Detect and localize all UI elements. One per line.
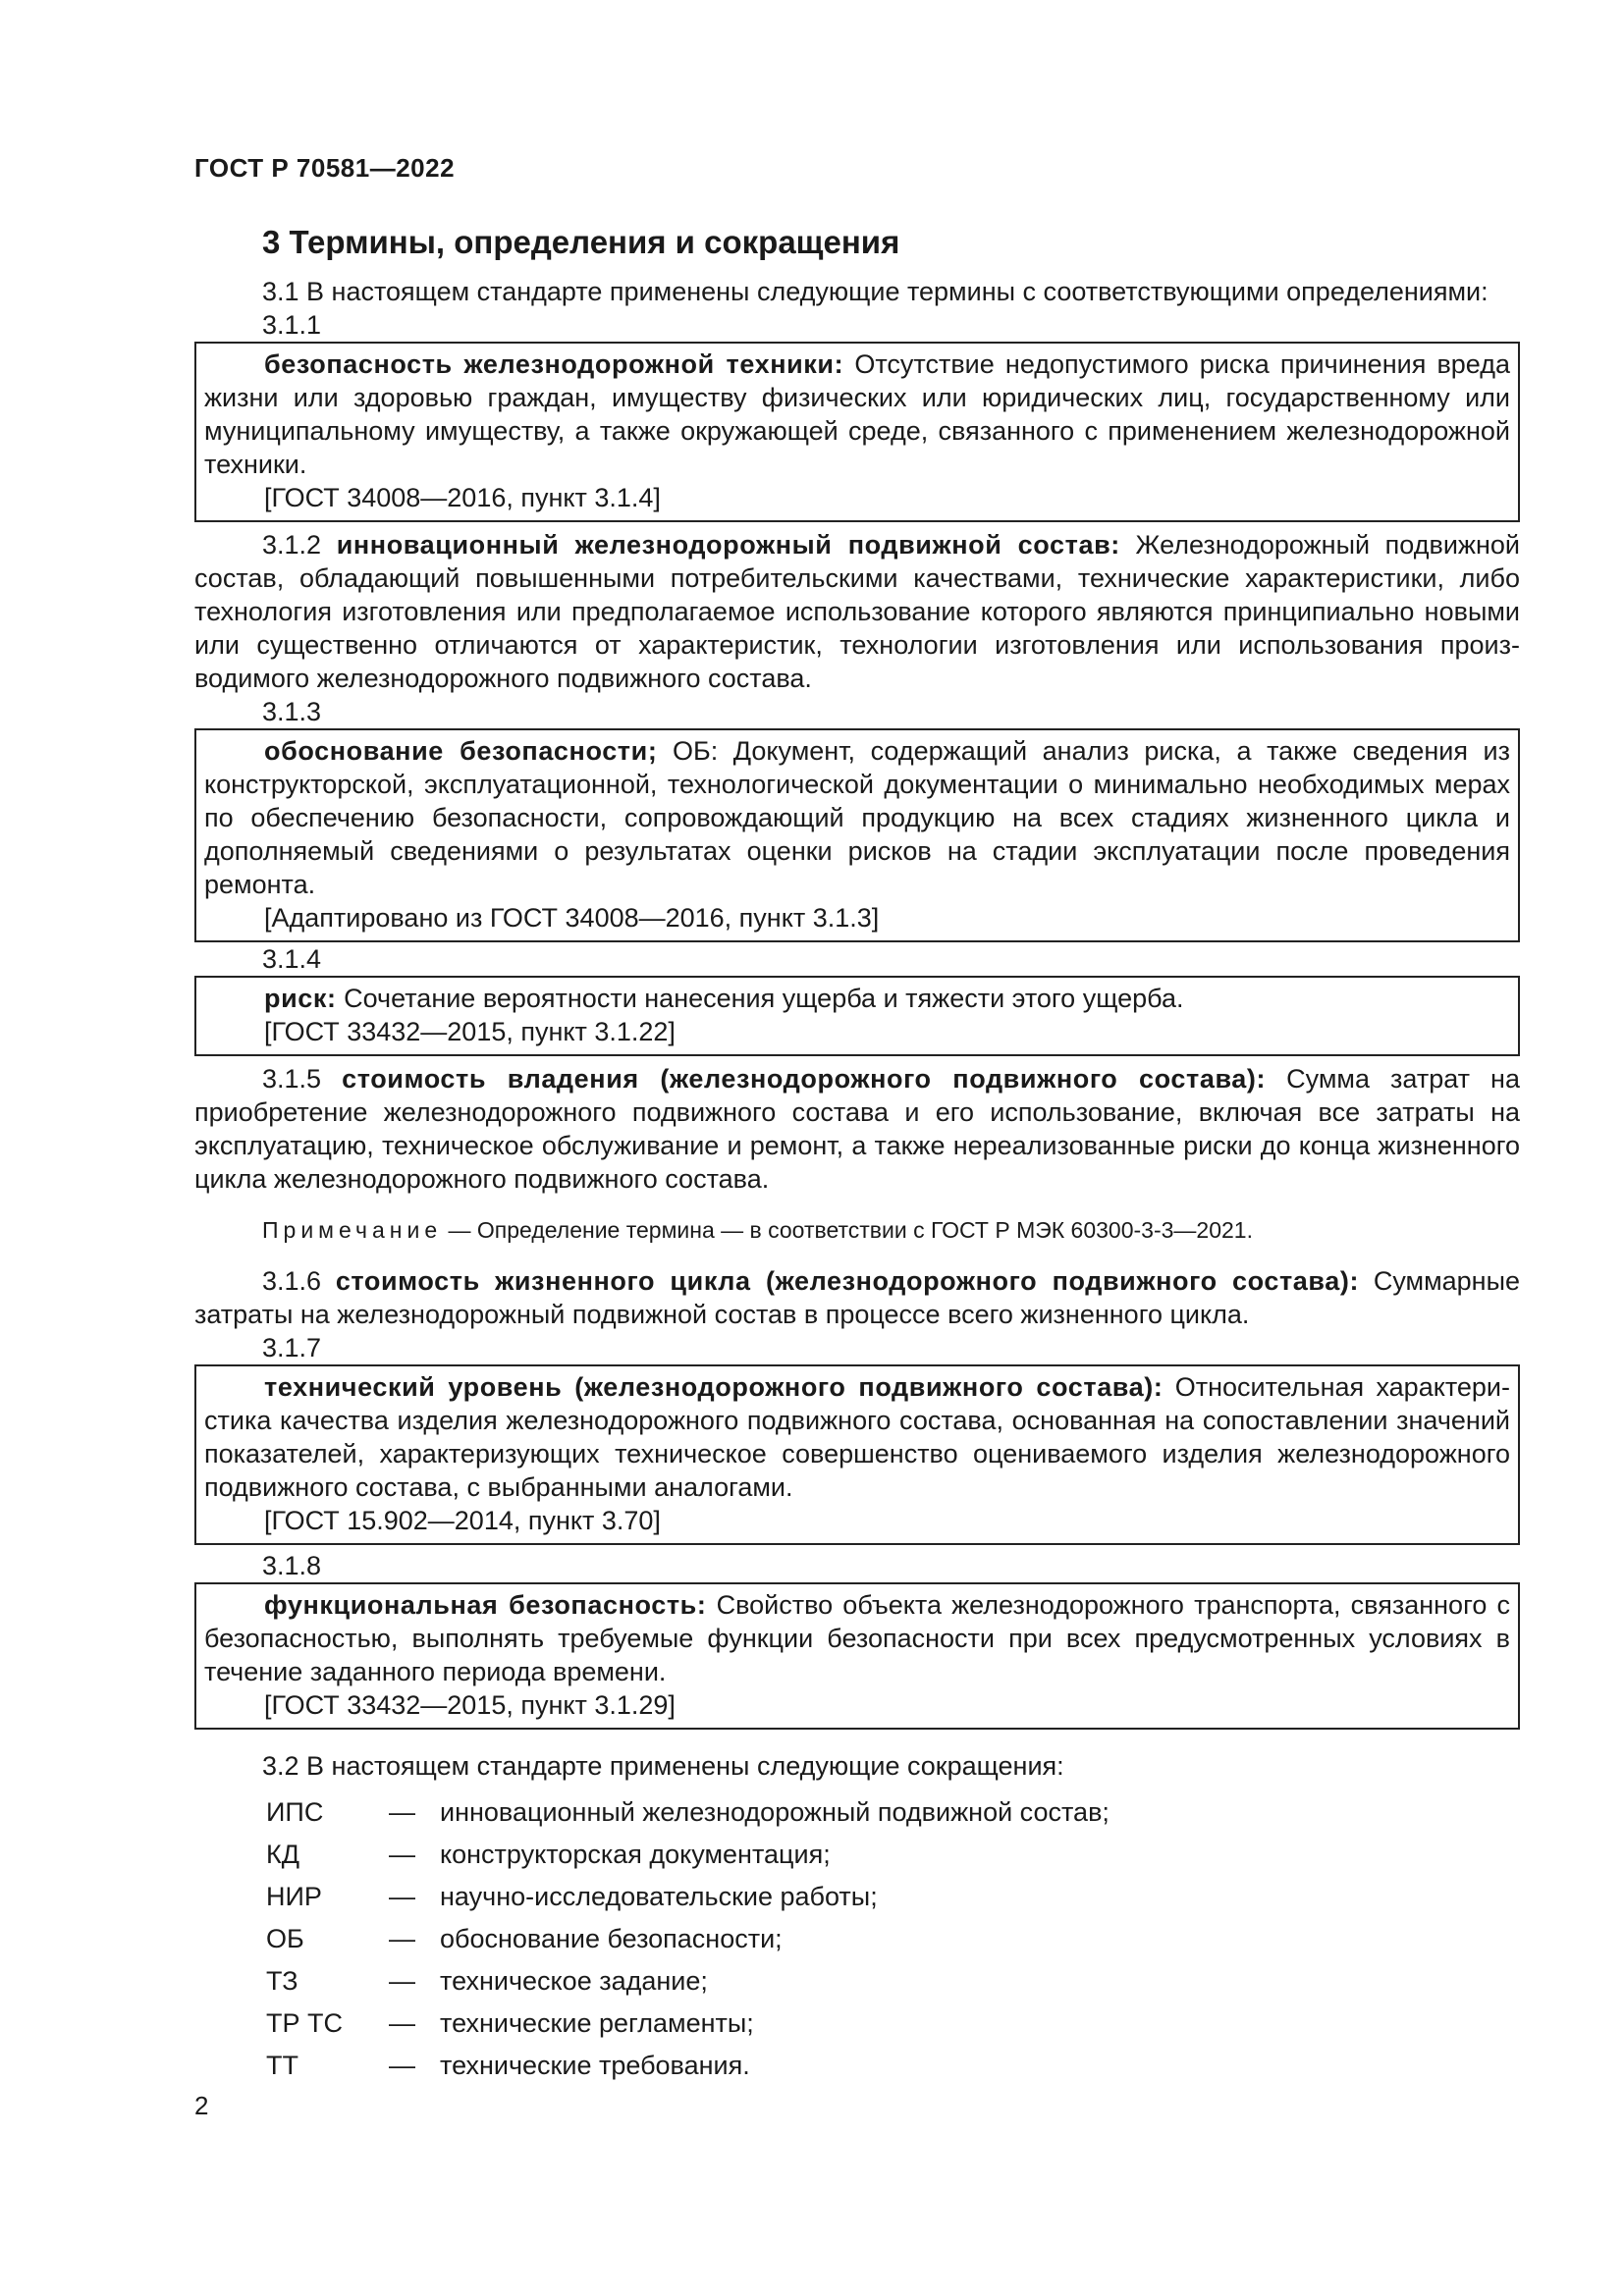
term-definition-box xyxy=(194,976,1520,1056)
abbreviation-text: научно-исследовательские работы; xyxy=(440,1881,878,1911)
term-definition xyxy=(204,1588,1510,1688)
term-definition-text: Суммарные затраты на железнодорожный подвижной состав в процессе всего жизненного цикла. xyxy=(194,1266,1521,1329)
term-number: 3.1.8 xyxy=(262,1551,322,1580)
term-definition-box xyxy=(194,728,1520,942)
term-definition xyxy=(204,347,1510,481)
term-definition xyxy=(204,982,1510,1015)
term-definition-box xyxy=(194,1582,1520,1730)
term-number: 3.1.2 xyxy=(262,530,322,560)
abbreviation-dash: — xyxy=(389,2007,415,2038)
abbreviation-dash: — xyxy=(389,1881,415,1911)
term-definition-text: Отсутствие недопустимого риска причинения вреда жизни или здоровью граждан, имуществу физических или юридических лиц, государственному или муниципальному имуществу, а также окружающей среде, связанного с применением железнодорожной техники. xyxy=(204,349,1510,479)
abbreviation-text: технические требования. xyxy=(440,2050,750,2080)
abbreviations-list xyxy=(194,1790,1520,2086)
term-paragraph xyxy=(194,1062,1520,1196)
page-number: 2 xyxy=(194,2091,209,2120)
abbreviation-text: конструкторская документация; xyxy=(440,1839,831,1869)
term-definition-text: Железнодорожный подвижной состав, обладающий повышенными потребительскими качествами, технические характеристики, либо технология изготовления или предполагаемое использование которого являются принципиально новыми или существенно отличаются от характеристик, технологии изготовления или использования производимого железнодорожного подвижного состава. xyxy=(194,530,1520,693)
abbreviation-code: ТЗ xyxy=(266,1965,298,1996)
abbreviation-text: обоснование безопасности; xyxy=(440,1923,783,1953)
term-definition xyxy=(204,1370,1510,1504)
section-content xyxy=(194,275,1520,2086)
abbreviation-dash: — xyxy=(389,1839,415,1869)
term-source: [ГОСТ 33432—2015, пункт 3.1.29] xyxy=(264,1690,676,1720)
term-number: 3.1.3 xyxy=(262,697,322,726)
term-note xyxy=(194,1213,1520,1247)
abbreviation-code: ОБ xyxy=(266,1923,304,1953)
term-definition-text: Свойство объекта железнодорожного транспорта, связанного с безопасностью, выполнять требуемые функции безопасности при всех предусмотренных условиях в течение заданного периода времени. xyxy=(204,1590,1510,1686)
term-name: риск: xyxy=(264,984,337,1013)
term-definition-text: Сочетание вероятности нанесения ущерба и тяжести этого ущерба. xyxy=(336,984,1184,1013)
term-number: 3.1.6 xyxy=(262,1266,322,1296)
term-number: 3.1.5 xyxy=(262,1064,322,1094)
abbreviation-row xyxy=(194,1875,1520,1917)
term-name: безопасность железнодорожной техники: xyxy=(264,349,844,379)
abbreviation-code: НИР xyxy=(266,1881,322,1911)
abbreviation-dash: — xyxy=(389,1923,415,1953)
term-definition-text: Относительная характеристика качества изделия железнодорожного подвижного состава, основанная на сопоставлении значений показателей, характеризующих техническое совершенство оцениваемого изделия железнодорожного подвижного состава, с выбранными аналогами. xyxy=(204,1372,1510,1502)
term-source: [Адаптировано из ГОСТ 34008—2016, пункт 3.1.3] xyxy=(264,903,880,933)
term-number: 3.1.7 xyxy=(262,1333,322,1362)
abbreviation-row xyxy=(194,1917,1520,1959)
abbreviations-intro: 3.2 В настоящем стандарте применены следующие сокращения: xyxy=(262,1751,1064,1781)
term-definition-box xyxy=(194,342,1520,522)
abbreviation-code: ИПС xyxy=(266,1796,324,1827)
term-source: [ГОСТ 33432—2015, пункт 3.1.22] xyxy=(264,1017,676,1046)
terms-intro: 3.1 В настоящем стандарте применены следующие термины с соответствующими определениями: xyxy=(262,277,1489,306)
abbreviation-code: ТР ТС xyxy=(266,2007,343,2038)
term-name: инновационный железнодорожный подвижной состав: xyxy=(336,530,1120,560)
term-name: стоимость жизненного цикла (железнодорожного подвижного состава): xyxy=(335,1266,1360,1296)
term-paragraph xyxy=(194,528,1520,695)
abbreviation-text: техническое задание; xyxy=(440,1965,708,1996)
abbreviation-text: технические регламенты; xyxy=(440,2007,754,2038)
note-label: Примечание xyxy=(262,1217,443,1243)
section-title: 3 Термины, определения и сокращения xyxy=(262,224,900,260)
term-number: 3.1.4 xyxy=(262,944,322,974)
abbreviation-row xyxy=(194,1790,1520,1833)
abbreviation-dash: — xyxy=(389,1796,415,1827)
term-name: технический уровень (железнодорожного подвижного состава): xyxy=(264,1372,1164,1402)
term-paragraph xyxy=(194,1264,1520,1331)
term-definition-text: Сумма затрат на приобретение железнодорожного подвижного состава и его использование, включая все затраты на эксплуатацию, техническое обслуживание и ремонт, а также нереализованные риски до конца жизненного цикла железнодорожного подвижного состава. xyxy=(194,1064,1520,1194)
abbreviation-code: КД xyxy=(266,1839,300,1869)
term-name: функциональная безопасность: xyxy=(264,1590,707,1620)
term-number: 3.1.1 xyxy=(262,310,322,340)
abbreviation-row xyxy=(194,1833,1520,1875)
term-definition-text: ОБ: Документ, содержащий анализ риска, а также сведения из конструкторской, эксплуатационной, технологической документации о минимально необходимых мерах по обеспечению безопасности, сопровождающий продукцию на всех стадиях жизненного цикла и дополняемый сведениями о результатах оценки рисков на стадии эксплуатации после проведения ремонта. xyxy=(204,736,1510,899)
term-definition-box xyxy=(194,1364,1520,1545)
abbreviation-row xyxy=(194,2044,1520,2086)
note-text: — Определение термина — в соответствии с ГОСТ Р МЭК 60300-3-3—2021. xyxy=(442,1217,1253,1243)
term-name: стоимость владения (железнодорожного подвижного состава): xyxy=(342,1064,1267,1094)
abbreviation-dash: — xyxy=(389,1965,415,1996)
term-definition xyxy=(204,734,1510,901)
term-source: [ГОСТ 34008—2016, пункт 3.1.4] xyxy=(264,483,661,512)
abbreviation-dash: — xyxy=(389,2050,415,2080)
document-header: ГОСТ Р 70581—2022 xyxy=(194,153,456,183)
term-source: [ГОСТ 15.902—2014, пункт 3.70] xyxy=(264,1506,661,1535)
abbreviation-row xyxy=(194,2002,1520,2044)
abbreviation-row xyxy=(194,1959,1520,2002)
term-name: обоснование безопасности; xyxy=(264,736,658,766)
abbreviation-code: ТТ xyxy=(266,2050,298,2080)
abbreviation-text: инновационный железнодорожный подвижной состав; xyxy=(440,1796,1110,1827)
